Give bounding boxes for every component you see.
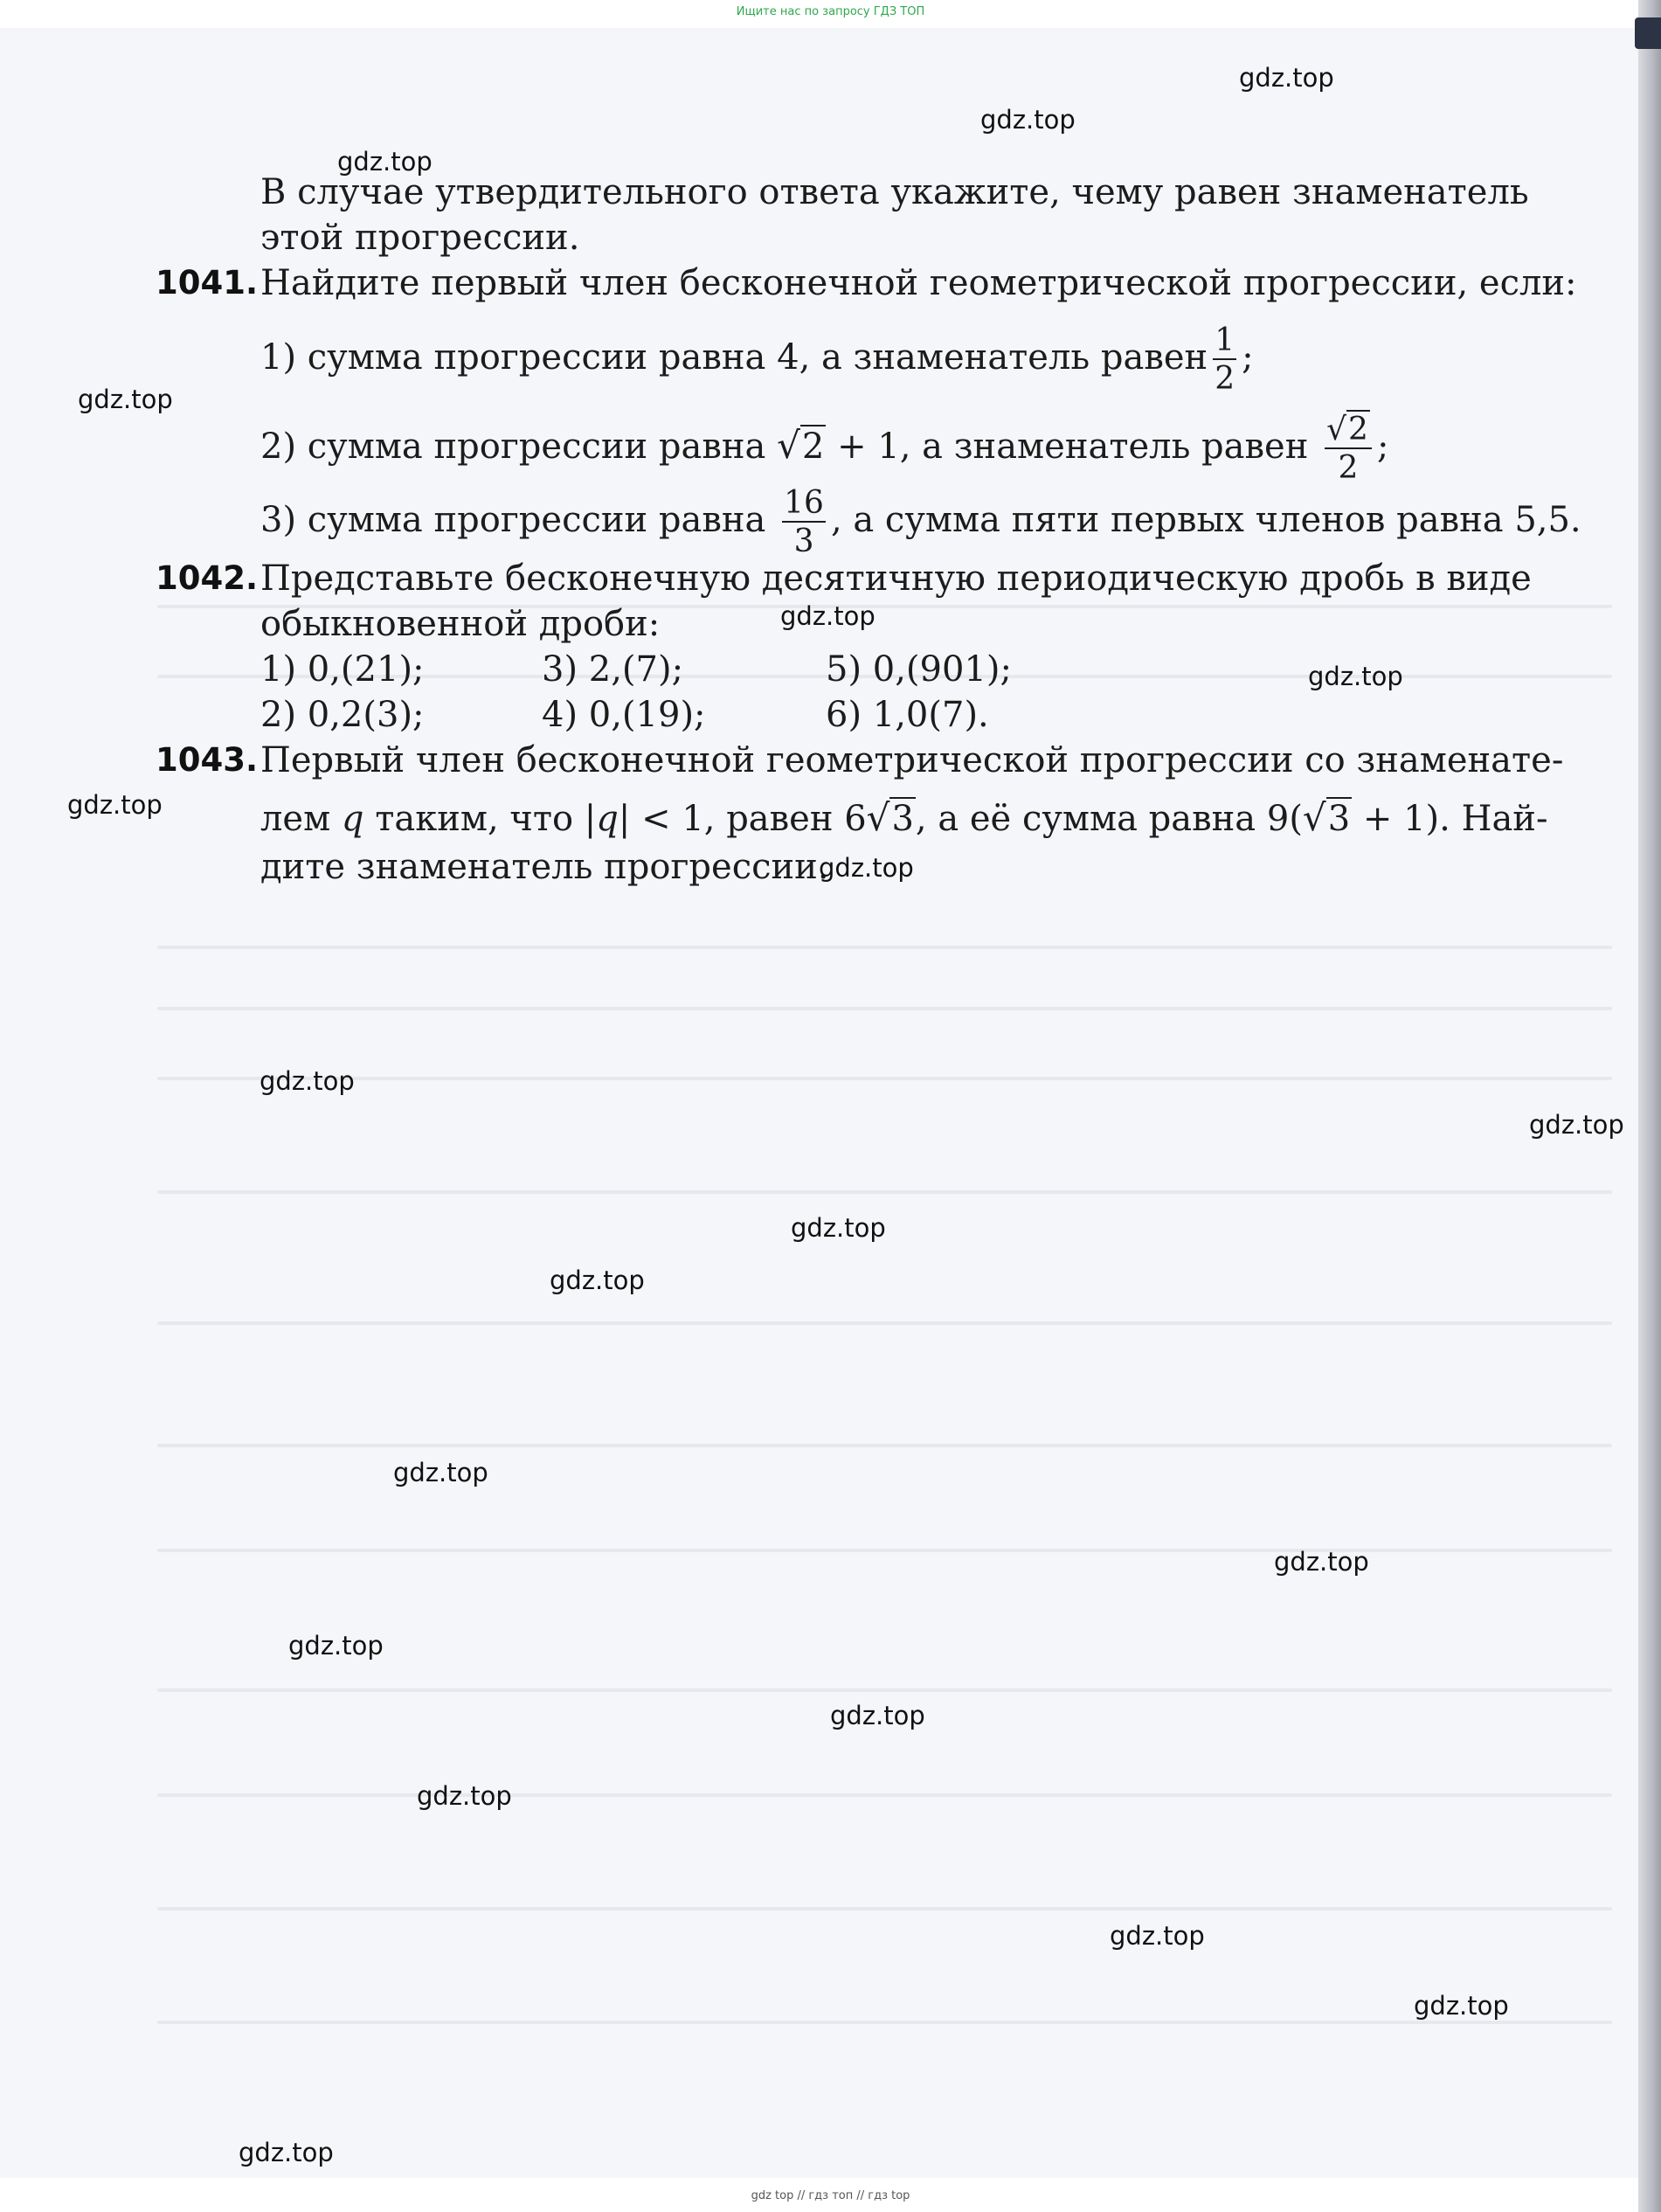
- exercise-1042-item: 3) 2,(7);: [542, 649, 684, 690]
- watermark: gdz.top: [791, 1213, 886, 1243]
- fraction-numerator: 16: [784, 485, 824, 521]
- bleed-line: [157, 2021, 1612, 2024]
- exercise-1042-number: 1042.: [156, 559, 259, 597]
- exercise-1041-prompt: Найдите первый член бесконечной геометрической прогрессии, если:: [260, 263, 1577, 303]
- exercise-1041-number: 1041.: [156, 264, 259, 302]
- fraction-numerator-radicand: 2: [1348, 412, 1368, 447]
- item-2-end: ;: [1376, 426, 1389, 467]
- exercise-1042-line-2: обыкновенной дроби:: [260, 604, 661, 644]
- watermark: gdz.top: [337, 147, 433, 177]
- item-1-end: ;: [1242, 337, 1254, 378]
- exercise-1043-line-3: дите знаменатель прогрессии.: [260, 847, 829, 887]
- exercise-1042-item: 1) 0,(21);: [260, 649, 425, 690]
- watermark: gdz.top: [417, 1781, 512, 1811]
- exercise-1042-item: 6) 1,0(7).: [826, 695, 989, 735]
- line-2-text: лем: [260, 799, 331, 839]
- item-2-text: 2) сумма прогрессии равна: [260, 426, 766, 467]
- bleed-line: [157, 1907, 1612, 1910]
- exercise-1042-item: 5) 0,(901);: [826, 649, 1012, 690]
- item-3-end: , а сумма пяти первых членов равна 5,5.: [830, 500, 1581, 540]
- exercise-1042-line-1: Представьте бесконечную десятичную периодическую дробь в виде: [260, 558, 1532, 599]
- watermark: gdz.top: [1529, 1110, 1624, 1140]
- intro-line-2: этой прогрессии.: [260, 218, 580, 258]
- exercise-1043-line-2: [260, 795, 1547, 842]
- book-spine-mark: [1635, 17, 1661, 49]
- line-2-text: | < 1, равен 6: [618, 799, 867, 839]
- watermark: gdz.top: [819, 853, 914, 883]
- watermark: gdz.top: [78, 385, 173, 414]
- radicand: 3: [891, 799, 914, 839]
- radicand: 3: [1327, 799, 1351, 839]
- watermark: gdz.top: [288, 1631, 384, 1661]
- fraction-one-half: [1213, 322, 1236, 397]
- exercise-1041-item-3: [260, 485, 1581, 559]
- fraction-denominator: 2: [1215, 361, 1235, 397]
- exercise-1041-item-2: [260, 414, 1388, 484]
- bottom-banner: gdz top // гдз топ // гдз top: [751, 2189, 910, 2202]
- bleed-line: [157, 1444, 1612, 1447]
- watermark: gdz.top: [393, 1458, 488, 1487]
- variable-q: q: [341, 799, 364, 839]
- watermark: gdz.top: [239, 2138, 334, 2167]
- watermark: gdz.top: [980, 105, 1076, 135]
- item-2-middle: + 1, а знаменатель равен: [837, 426, 1309, 467]
- watermark: gdz.top: [550, 1265, 645, 1295]
- sqrt-three: √3: [866, 796, 914, 839]
- bleed-line: [157, 1007, 1612, 1010]
- fraction-sixteen-thirds: [782, 485, 826, 559]
- watermark: gdz.top: [830, 1701, 925, 1730]
- exercise-1043-line-1: Первый член бесконечной геометрической прогрессии со знаменате-: [260, 740, 1564, 780]
- bleed-line: [157, 1793, 1612, 1797]
- fraction-sqrt2-over-2: $\frac{√2}{2}$: [1325, 414, 1372, 484]
- bleed-line: [157, 1077, 1612, 1080]
- watermark: gdz.top: [67, 790, 163, 820]
- top-banner: Ищите нас по запросу ГДЗ ТОП: [736, 5, 925, 18]
- line-2-text: + 1). Най-: [1362, 799, 1548, 839]
- radicand: 2: [801, 426, 825, 467]
- fraction-denominator: 2: [1338, 450, 1359, 486]
- watermark: gdz.top: [1239, 63, 1334, 93]
- watermark: gdz.top: [1274, 1547, 1369, 1577]
- bleed-line: [157, 946, 1612, 949]
- sqrt-three: √3: [1302, 796, 1351, 839]
- line-2-text: , а её сумма равна 9(: [915, 799, 1303, 839]
- watermark: gdz.top: [780, 601, 875, 631]
- variable-q: q: [596, 799, 619, 839]
- book-spine-shadow: [1638, 0, 1661, 2212]
- sqrt-two: √2: [777, 424, 825, 467]
- item-1-text: 1) сумма прогрессии равна 4, а знаменатель равен: [260, 337, 1208, 378]
- watermark: gdz.top: [1110, 1921, 1205, 1951]
- fraction-denominator: 3: [793, 524, 814, 559]
- bleed-line: [157, 1688, 1612, 1692]
- watermark: gdz.top: [1308, 662, 1403, 691]
- bleed-line: [157, 1321, 1612, 1325]
- intro-line-1: В случае утвердительного ответа укажите, чему равен знаменатель: [260, 172, 1529, 212]
- bleed-line: [157, 1190, 1612, 1194]
- exercise-1042-item: 2) 0,2(3);: [260, 695, 425, 735]
- watermark: gdz.top: [1414, 1991, 1509, 2021]
- watermark: gdz.top: [260, 1066, 355, 1096]
- exercise-1043-number: 1043.: [156, 741, 259, 779]
- bleed-line: [157, 1549, 1612, 1552]
- exercise-1041-item-1: [260, 322, 1254, 397]
- item-3-text: 3) сумма прогрессии равна: [260, 500, 766, 540]
- fraction-numerator: 1: [1215, 322, 1235, 358]
- exercise-1042-item: 4) 0,(19);: [542, 695, 706, 735]
- line-2-text: таким, что |: [375, 799, 597, 839]
